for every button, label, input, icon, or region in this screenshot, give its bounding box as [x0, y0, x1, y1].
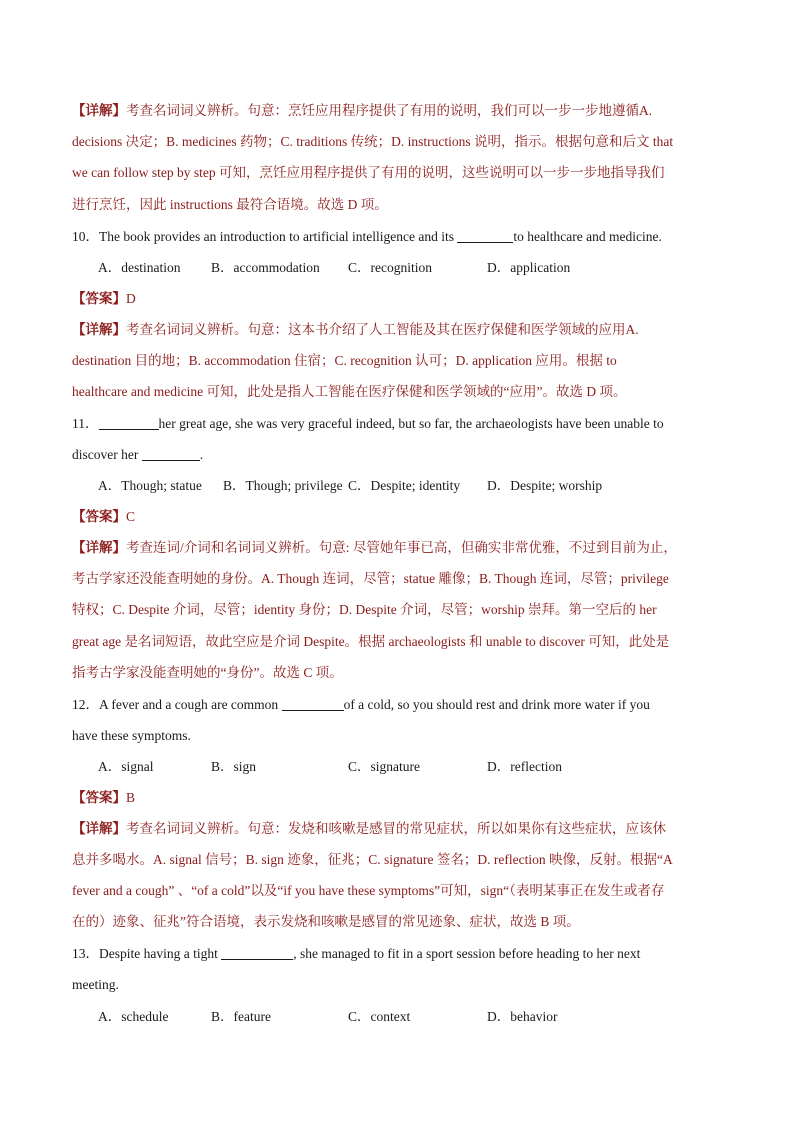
q12-option-a: A．signal	[98, 759, 154, 774]
q12-option-b: B．sign	[211, 759, 257, 774]
stem-text: discover her	[72, 447, 142, 462]
stem-text: her great age, she was very graceful indeed, but so far, the archaeologists have been unable to	[158, 416, 664, 431]
stem-text: .	[199, 447, 204, 462]
q13-option-d: D．behavior	[487, 1009, 558, 1024]
q9-explanation-line-4: 进行烹饪，因此 instructions 最符合语境。故选 D 项。	[72, 197, 388, 212]
q11-stem-line-2	[72, 445, 732, 465]
question-number: 13．	[72, 946, 99, 961]
q12-option-d: D．reflection	[487, 759, 562, 774]
q11-explanation-line-2: 考古学家还没能查明她的身份。A. Though 连词，尽管；statue 雕像；B. Though 连词，尽管；privilege	[72, 571, 669, 586]
question-number: 11．	[72, 416, 99, 431]
explanation-tag: 【详解】	[72, 103, 126, 118]
q13-option-c: C．context	[348, 1009, 411, 1024]
q12-explanation-line-2: 息并多喝水。A. signal 信号；B. sign 迹象，征兆；C. signature 签名；D. reflection 映像，反射。根据“A	[72, 852, 673, 867]
stem-text: Despite having a tight	[99, 946, 222, 961]
q11-answer	[72, 507, 732, 527]
answer-tag: 【答案】	[72, 790, 126, 805]
answer-blank	[457, 228, 513, 243]
q13-stem	[72, 944, 732, 964]
q10-explanation-line-1	[72, 320, 732, 340]
q12-explanation-line-3: fever and a cough” 、“of a cold”以及“if you have these symptoms”可知，sign“（表明某事正在发生或者存	[72, 883, 665, 898]
stem-text: of a cold, so you should rest and drink more water if you	[343, 697, 650, 712]
q12-explanation-line-1	[72, 819, 732, 839]
q10-option-b: B．accommodation	[211, 260, 320, 275]
q10-option-c: C．recognition	[348, 260, 432, 275]
q10-option-a: A．destination	[98, 260, 181, 275]
explanation-tag: 【详解】	[72, 540, 126, 555]
q11-stem	[72, 414, 732, 434]
question-number: 10．	[72, 229, 99, 244]
q12-explanation-line-4: 在的）迹象、征兆”符合语境，表示发烧和咳嗽是感冒的常见迹象、症状，故选 B 项。	[72, 914, 580, 929]
q11-explanation-line-5: 指考古学家没能查明她的“身份”。故选 C 项。	[72, 665, 343, 680]
q11-explanation-line-1	[72, 538, 732, 558]
q12-stem-line-2: have these symptoms.	[72, 728, 191, 743]
answer-blank	[221, 945, 293, 960]
question-number: 12．	[72, 697, 99, 712]
q13-option-a: A．schedule	[98, 1009, 169, 1024]
q11-option-a: A．Though; statue	[98, 478, 202, 493]
stem-text: A fever and a cough are common	[99, 697, 282, 712]
answer-value: D	[126, 291, 136, 306]
answer-blank	[142, 446, 200, 461]
q9-explanation-line-2: decisions 决定；B. medicines 药物；C. traditions 传统；D. instructions 说明，指示。根据句意和后文 that	[72, 134, 674, 149]
stem-text: to healthcare and medicine.	[513, 229, 662, 244]
answer-tag: 【答案】	[72, 291, 126, 306]
answer-blank	[282, 696, 344, 711]
q11-option-c: C．Despite; identity	[348, 478, 461, 493]
q10-explanation-line-3: healthcare and medicine 可知，此处是指人工智能在医疗保健和医学领域的“应用”。故选 D 项。	[72, 384, 627, 399]
q11-option-d: D．Despite; worship	[487, 478, 603, 493]
q9-explanation-line-1	[72, 101, 732, 121]
q11-explanation-line-4: great age 是名词短语，故此空应是介词 Despite。根据 archaeologists 和 unable to discover 可知，此处是	[72, 634, 670, 649]
q13-option-b: B．feature	[211, 1009, 271, 1024]
q12-stem	[72, 695, 732, 715]
explanation-tag: 【详解】	[72, 821, 126, 836]
explanation-tag: 【详解】	[72, 322, 126, 337]
q10-stem	[72, 227, 732, 247]
answer-tag: 【答案】	[72, 509, 126, 524]
q10-option-d: D．application	[487, 260, 571, 275]
q11-option-b: B．Though; privilege	[223, 478, 343, 493]
q10-answer	[72, 289, 732, 309]
answer-value: B	[126, 790, 136, 805]
q12-option-c: C．signature	[348, 759, 420, 774]
q12-answer	[72, 788, 732, 808]
q10-explanation-line-2: destination 目的地；B. accommodation 住宿；C. recognition 认可；D. application 应用。根据 to	[72, 353, 617, 368]
answer-blank	[99, 415, 159, 430]
q11-explanation-line-3: 特权；C. Despite 介词，尽管；identity 身份；D. Despite 介词，尽管；worship 崇拜。第一空后的 her	[72, 602, 657, 617]
q13-stem-line-2: meeting.	[72, 977, 119, 992]
explanation-text: 考查连词/介词和名词词义辨析。句意: 尽管她年事已高，但确实非常优雅，不过到目前为止，	[126, 540, 677, 555]
explanation-text: 考查名词词义辨析。句意：烹饪应用程序提供了有用的说明，我们可以一步一步地遵循A.	[126, 103, 653, 118]
answer-value: C	[126, 509, 136, 524]
q9-explanation-line-3: we can follow step by step 可知，烹饪应用程序提供了有用的说明，这些说明可以一步一步地指导我们	[72, 165, 665, 180]
explanation-text: 考查名词词义辨析。句意：这本书介绍了人工智能及其在医疗保健和医学领域的应用A.	[126, 322, 639, 337]
explanation-text: 考查名词词义辨析。句意：发烧和咳嗽是感冒的常见症状，所以如果你有这些症状，应该休	[126, 821, 666, 836]
stem-text: The book provides an introduction to artificial intelligence and its	[99, 229, 458, 244]
stem-text: , she managed to fit in a sport session before heading to her next	[293, 946, 641, 961]
